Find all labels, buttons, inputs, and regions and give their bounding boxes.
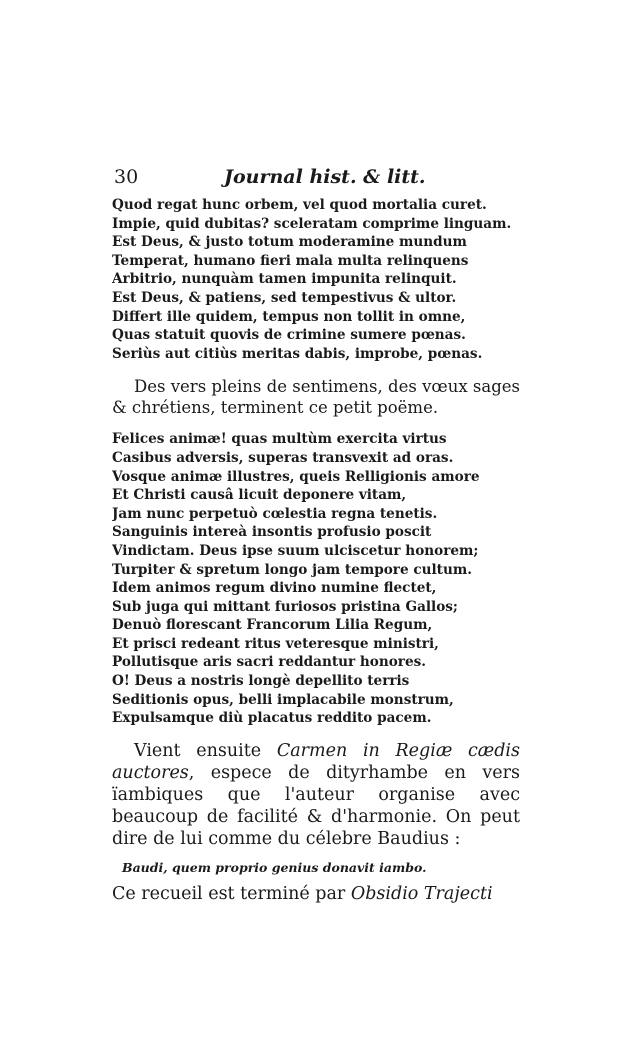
verse-line: Sanguinis intereà insontis profusio poscit — [112, 524, 432, 541]
verse-line: Turpiter & spretum longo jam tempore cultum. — [112, 561, 472, 578]
book-page — [112, 166, 520, 905]
verse-line: O! Deus a nostris longè depellito terris — [112, 673, 410, 690]
para2-lead: Vient ensuite — [134, 740, 277, 761]
verse-line: Idem animos regum divino numine flectet, — [112, 580, 437, 597]
para2-rest: , espece de dityrhambe en vers ïambiques que l'auteur organise avec beaucoup de facilité & d'harmonie. On peut dire de lui comme du célebre Baudius : — [112, 762, 520, 849]
baudius-quote: Baudi, quem proprio genius donavit iambo. — [122, 859, 427, 875]
latin-verse-block-1 — [112, 196, 520, 363]
prose-paragraph-1: Des vers pleins de sentimens, des vœux sages & chrétiens, terminent ce petit poëme. — [112, 377, 520, 418]
verse-line: Denuò florescant Francorum Lilia Regum, — [112, 617, 433, 634]
final-line — [112, 883, 520, 905]
verse-line: Vindictam. Deus ipse suum ulciscetur honorem; — [112, 542, 479, 559]
verse-line: Arbitrio, nunquàm tamen impunita relinquit. — [112, 271, 457, 288]
verse-line: Jam nunc perpetuò cœlestia regna tenetis. — [112, 505, 438, 522]
verse-line: Impie, quid dubitas? sceleratam comprime linguam. — [112, 215, 512, 232]
verse-line: Quas statuit quovis de crimine sumere pœnas. — [112, 327, 466, 344]
verse-line: Pollutisque aris sacri reddantur honores. — [112, 654, 426, 671]
obsidio-title: Obsidio Trajecti — [350, 883, 493, 904]
verse-line: Differt ille quidem, tempus non tollit in omne, — [112, 308, 466, 325]
verse-line: Vosque animæ illustres, queis Relligionis amore — [112, 468, 480, 485]
running-title: Journal hist. & litt. — [224, 166, 426, 188]
verse-line: Casibus adversis, superas transvexit ad oras. — [112, 449, 454, 466]
final-lead: Ce recueil est terminé par — [112, 883, 351, 904]
verse-line: Sub juga qui mittant furiosos pristina Gallos; — [112, 598, 458, 615]
verse-line: Seriùs aut citiùs meritas dabis, improbe, pœnas. — [112, 345, 483, 362]
verse-line: Est Deus, & patiens, sed tempestivus & ultor. — [112, 289, 457, 306]
verse-line: Et Christi causâ licuit deponere vitam, — [112, 487, 407, 504]
page-number: 30 — [114, 166, 139, 188]
verse-line: Felices animæ! quas multùm exercita virtus — [112, 431, 447, 448]
verse-line: Seditionis opus, belli implacabile monstrum, — [112, 691, 454, 708]
verse-line: Expulsamque diù placatus reddito pacem. — [112, 710, 432, 727]
prose-paragraph-2 — [112, 740, 520, 850]
carmen-title: Carmen in Regiæ cædis auctores — [112, 740, 521, 783]
verse-line: Temperat, humano fieri mala multa relinquens — [112, 252, 469, 269]
latin-verse-block-2 — [112, 430, 520, 728]
page-header — [112, 166, 520, 196]
verse-line: Est Deus, & justo totum moderamine mundum — [112, 234, 467, 251]
verse-line: Quod regat hunc orbem, vel quod mortalia curet. — [112, 197, 487, 213]
verse-line: Et prisci redeant ritus veteresque ministri, — [112, 635, 439, 652]
